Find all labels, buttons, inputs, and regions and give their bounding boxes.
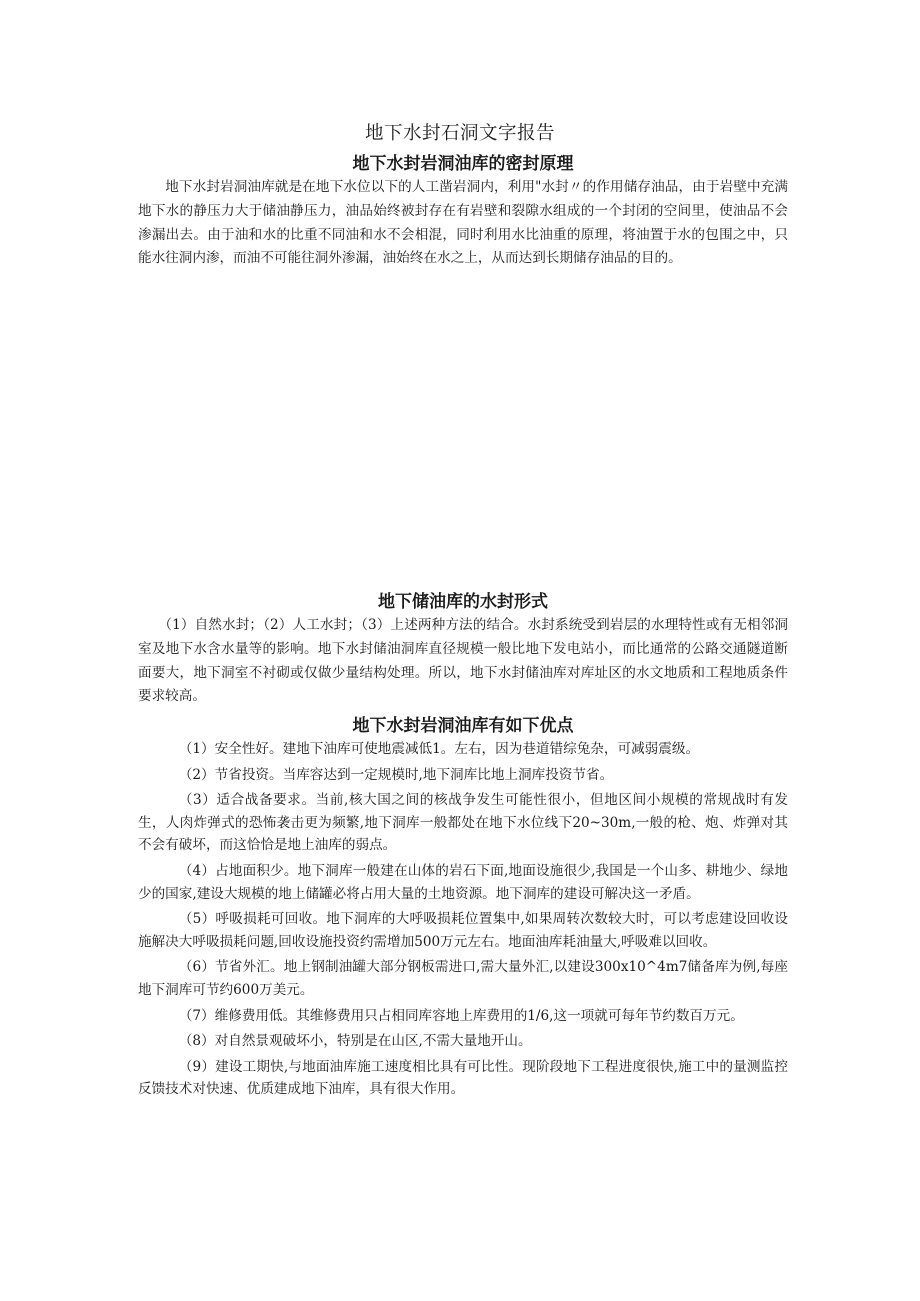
advantage-item: （8）对自然景观破坏小，特别是在山区,不需大量地开山。 [178,1033,532,1050]
advantage-item: （2）节省投资。当库容达到一定规模时,地下洞库比地上洞库投资节省。 [178,766,614,783]
advantage-item: （4）占地面积少。地下洞库一般建在山体的岩石下面,地面设施很少,我国是一个山多、耕地少、绿地少的国家,建设大规模的地上储罐必将占用大量的土地资源。地下洞库的建设可解决这一矛盾。 [138,862,788,902]
section-heading: 地下储油库的水封形式 [378,592,548,612]
document-title: 地下水封石洞文字报告 [364,123,555,144]
advantage-item: （6）节省外汇。地上钢制油罐大部分钢板需进口,需大量外汇,以建设300x10^4m7储备库为例,每座地下洞库可节约600万美元。 [138,959,788,998]
section-heading: 地下水封岩洞油库有如下优点 [352,716,574,736]
section-advantages [138,714,788,1104]
section-paragraph: 地下水封岩洞油库就是在地下水位以下的人工凿岩洞内，利用"水封〃的作用储存油品，由于岩壁中充满地下水的静压力大于储油静压力，油品始终被封存在有岩壁和裂隙水组成的一个封闭的空间里，使油品不会渗漏出去。由于油和水的比重不同油和水不会相混，同时利用水比油重的原理，将油置于水的包围之中，只能水往洞内渗，而油不可能往洞外渗漏，油始终在水之上，从而达到长期储存油品的目的。 [138,179,788,267]
advantage-item: （9）建设工期快,与地面油库施工速度相比具有可比性。现阶段地下工程进度很快,施工中的量测监控反馈技术对快速、优质建成地下油库，具有很大作用。 [138,1058,788,1098]
section-paragraph: （1）自然水封；（2）人工水封；（3）上述两种方法的结合。水封系统受到岩层的水理特性或有无相邻洞室及地下水含水量等的影响。地下水封储油洞库直径规模一般比地下发电站小，而比通常的公路交通隧道断面要大，地下洞室不衬砌或仅做少量结构处理。所以，地下水封储油库对库址区的水文地质和工程地质条件要求较高。 [138,617,788,705]
section-heading: 地下水封岩洞油库的密封原理 [352,154,574,174]
advantage-item: （1）安全性好。建地下油库可使地震减低1。左右，因为巷道错综兔杂，可减弱震级。 [178,741,700,757]
advantage-item: （3）适合战备要求。当前,核大国之间的核战争发生可能性很小，但地区间小规模的常规战时有发生，人肉炸弹式的恐怖袭击更为频繁,地下洞库一般都处在地下水位线下20~30m,一般的枪、炮、炸弹对其不会有破坏，而这恰恰是地上油库的弱点。 [138,792,788,854]
advantage-item: （7）维修费用低。其维修费用只占相同库容地上库费用的1/6,这一项就可每年节约数百万元。 [178,1007,744,1024]
section-sealing-principle [138,152,788,271]
advantage-item: （5）呼吸损耗可回收。地下洞库的大呼吸损耗位置集中,如果周转次数较大时，可以考虑建设回收设施解决大呼吸损耗问题,回收设施投资约需增加500万元左右。地面油库耗油量大,呼吸难以回收。 [138,911,788,950]
section-water-seal-forms [138,590,788,709]
